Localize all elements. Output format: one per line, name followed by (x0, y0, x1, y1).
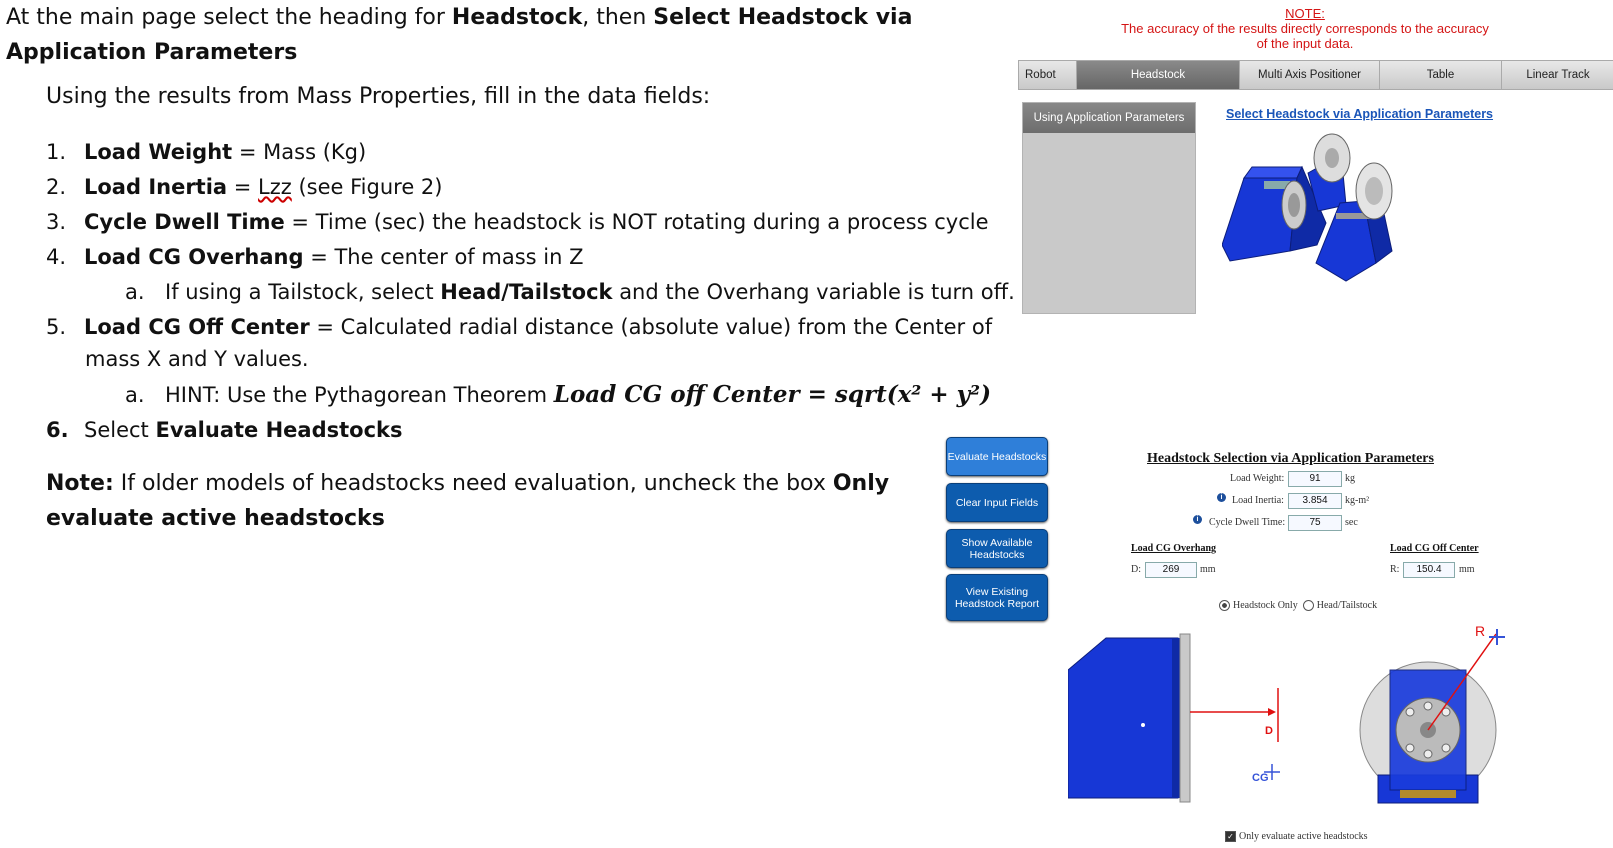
list-item: a. HINT: Use the Pythagorean Theorem Load CG off Center = sqrt(x² + y²) (125, 381, 991, 408)
offcenter-input[interactable]: 150.4 (1403, 562, 1455, 578)
tab-table[interactable]: Table (1380, 61, 1502, 89)
d-label: D (1265, 725, 1273, 737)
headstock-only-radio[interactable] (1219, 600, 1230, 611)
list-item: 1. Load Weight = Mass (Kg) (46, 140, 367, 164)
note-paragraph: Note: If older models of headstocks need evaluation, uncheck the box Only evaluate active headstocks (46, 471, 890, 531)
head-tailstock-label: Head/Tailstock (1316, 600, 1378, 611)
overhang-arrowhead (1268, 708, 1276, 716)
overhang-unit: mm (1200, 564, 1216, 575)
view-existing-report-button[interactable]: View Existing Headstock Report (946, 574, 1048, 621)
list-item-continuation: mass X and Y values. (85, 347, 309, 371)
connector-strip (1400, 790, 1456, 798)
only-active-checkbox[interactable]: ✓ (1225, 831, 1236, 842)
form-title: Headstock Selection via Application Parameters (1147, 451, 1434, 466)
offcenter-heading: Load CG Off Center (1390, 543, 1479, 554)
load-inertia-label: Load Inertia: (1232, 495, 1284, 506)
tab-headstock[interactable]: Headstock (1077, 61, 1240, 89)
r-label: R (1475, 623, 1486, 639)
list-item: 5. Load CG Off Center = Calculated radial distance (absolute value) from the Center of (46, 315, 993, 339)
side-view-diagram (1068, 630, 1293, 815)
tab-multi-axis-positioner[interactable]: Multi Axis Positioner (1240, 61, 1380, 89)
tab-bar (1018, 60, 1613, 90)
dwell-input[interactable]: 75 (1288, 515, 1342, 531)
accuracy-note: NOTE: The accuracy of the results directly corresponds to the accuracy of the input data. (1121, 6, 1489, 51)
only-active-label: Only evaluate active headstocks (1239, 831, 1368, 842)
evaluate-headstocks-button[interactable]: Evaluate Headstocks (946, 437, 1048, 476)
instruction-heading: At the main page select the heading for Headstock, then Select Headstock via Application Parameters (6, 5, 913, 65)
r-plus-icon (1488, 628, 1506, 646)
overhang-input[interactable]: 269 (1145, 562, 1197, 578)
offcenter-label: R: (1390, 564, 1400, 575)
load-inertia-unit: kg-m² (1345, 495, 1370, 506)
load-weight-input[interactable]: 91 (1288, 471, 1342, 487)
headstock-only-label: Headstock Only (1233, 600, 1298, 611)
load-inertia-info-icon[interactable]: i (1217, 493, 1226, 502)
formula: Load CG off Center = sqrt(x² + y²) (553, 381, 991, 408)
tab-linear-track[interactable]: Linear Track (1526, 69, 1590, 81)
head-tailstock-radio[interactable] (1303, 600, 1314, 611)
load-weight-label: Load Weight: (1230, 473, 1285, 484)
list-item: 4. Load CG Overhang = The center of mass in Z (46, 245, 584, 269)
list-item: 2. Load Inertia = Lzz (see Figure 2) (46, 175, 443, 199)
select-headstock-link[interactable]: Select Headstock via Application Parameters (1226, 107, 1494, 121)
dwell-label: Cycle Dwell Time: (1209, 517, 1286, 528)
clear-input-fields-button[interactable]: Clear Input Fields (946, 483, 1048, 522)
tab-robot[interactable]: Robot (1019, 61, 1077, 89)
dwell-info-icon[interactable]: i (1193, 515, 1202, 524)
headstock-side-view (1068, 634, 1190, 802)
list-item: a. If using a Tailstock, select Head/Tailstock and the Overhang variable is turn off. (125, 280, 1015, 304)
cg-label: CG (1252, 772, 1269, 784)
overhang-heading: Load CG Overhang (1131, 543, 1217, 554)
headstock-image (1222, 133, 1430, 293)
front-view-diagram (1350, 630, 1518, 815)
dwell-unit: sec (1345, 517, 1358, 528)
radio-group (1219, 600, 1377, 611)
show-available-headstocks-button[interactable]: Show Available Headstocks (946, 529, 1048, 568)
side-panel-head-using-application-parameters[interactable]: Using Application Parameters (1023, 103, 1195, 133)
intro-text: Using the results from Mass Properties, fill in the data fields: (46, 84, 711, 109)
side-panel (1022, 102, 1196, 314)
list-item: 3. Cycle Dwell Time = Time (sec) the headstock is NOT rotating during a process cycle (46, 210, 989, 234)
list-item: 6. Select Evaluate Headstocks (46, 418, 403, 442)
overhang-label: D: (1131, 564, 1141, 575)
load-inertia-input[interactable]: 3.854 (1288, 493, 1342, 509)
active-headstocks-checkbox-row (1225, 831, 1368, 842)
load-weight-unit: kg (1345, 473, 1355, 484)
offcenter-unit: mm (1459, 564, 1475, 575)
